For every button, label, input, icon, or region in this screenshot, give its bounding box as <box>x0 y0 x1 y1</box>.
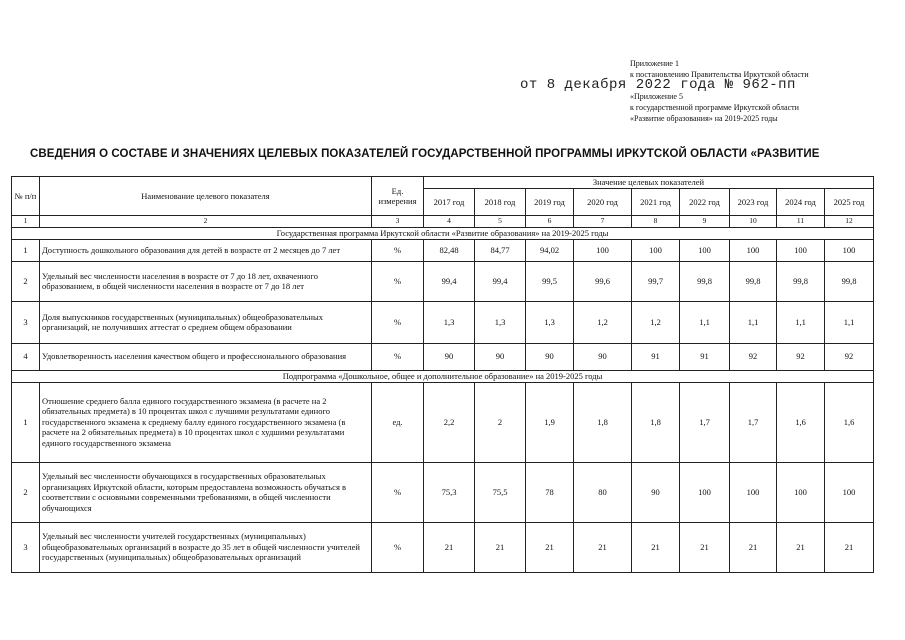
unit-cell: % <box>372 522 424 572</box>
value-cell: 99,5 <box>526 261 574 301</box>
table-row <box>12 522 874 572</box>
value-cell: 1,2 <box>632 301 680 343</box>
header-year: 2018 год <box>475 189 526 216</box>
row-number: 2 <box>12 261 40 301</box>
annex-line: к государственной программе Иркутской области <box>630 103 799 112</box>
value-cell: 1,8 <box>574 382 632 462</box>
header-year: 2024 год <box>777 189 825 216</box>
column-index: 5 <box>475 216 526 228</box>
column-index: 2 <box>40 216 372 228</box>
value-cell: 21 <box>730 522 777 572</box>
value-cell: 80 <box>574 462 632 522</box>
section-row <box>12 370 874 382</box>
value-cell: 21 <box>632 522 680 572</box>
value-cell: 100 <box>730 462 777 522</box>
header-year: 2025 год <box>825 189 874 216</box>
indicator-name: Удельный вес численности населения в возрасте от 7 до 18 лет, охваченного образованием, в общей численности населения в возрасте от 7 до 18 лет <box>40 261 372 301</box>
value-cell: 90 <box>424 343 475 370</box>
header-values: Значение целевых показателей <box>424 177 874 189</box>
value-cell: 92 <box>777 343 825 370</box>
value-cell: 1,9 <box>526 382 574 462</box>
value-cell: 99,8 <box>825 261 874 301</box>
value-cell: 1,3 <box>424 301 475 343</box>
indicator-name: Удельный вес численности учителей государственных (муниципальных) общеобразовательных организаций в возрасте до 35 лет в общей численности учителей государственных (муниципальных) общеобразовательных организаций <box>40 522 372 572</box>
section-title: Государственная программа Иркутской области «Развитие образования» на 2019-2025 годы <box>12 227 874 239</box>
value-cell: 82,48 <box>424 239 475 261</box>
table-row <box>12 382 874 462</box>
unit-cell: % <box>372 343 424 370</box>
row-number: 1 <box>12 239 40 261</box>
header-year: 2023 год <box>730 189 777 216</box>
value-cell: 92 <box>730 343 777 370</box>
indicators-table <box>11 176 874 573</box>
value-cell: 1,2 <box>574 301 632 343</box>
value-cell: 75,5 <box>475 462 526 522</box>
document-heading: СВЕДЕНИЯ О СОСТАВЕ И ЗНАЧЕНИЯХ ЦЕЛЕВЫХ ПОКАЗАТЕЛЕЙ ГОСУДАРСТВЕННОЙ ПРОГРАММЫ ИРКУТСКОЙ ОБЛАСТИ «РАЗВИТИЕ <box>30 148 820 160</box>
value-cell: 1,7 <box>730 382 777 462</box>
column-index: 4 <box>424 216 475 228</box>
value-cell: 99,7 <box>632 261 680 301</box>
header-name: Наименование целевого показателя <box>40 177 372 216</box>
value-cell: 21 <box>825 522 874 572</box>
row-number: 3 <box>12 301 40 343</box>
value-cell: 100 <box>574 239 632 261</box>
column-index: 9 <box>680 216 730 228</box>
column-index: 8 <box>632 216 680 228</box>
value-cell: 1,1 <box>777 301 825 343</box>
value-cell: 21 <box>680 522 730 572</box>
header-year: 2019 год <box>526 189 574 216</box>
value-cell: 1,7 <box>680 382 730 462</box>
annex-line: «Приложение 5 <box>630 92 683 101</box>
value-cell: 21 <box>777 522 825 572</box>
value-cell: 90 <box>632 462 680 522</box>
value-cell: 21 <box>574 522 632 572</box>
column-index: 7 <box>574 216 632 228</box>
value-cell: 100 <box>680 239 730 261</box>
value-cell: 1,1 <box>680 301 730 343</box>
value-cell: 100 <box>730 239 777 261</box>
row-number: 2 <box>12 462 40 522</box>
row-number: 4 <box>12 343 40 370</box>
annex-line: «Развитие образования» на 2019-2025 годы <box>630 114 778 123</box>
value-cell: 100 <box>777 462 825 522</box>
value-cell: 1,6 <box>825 382 874 462</box>
table-row <box>12 343 874 370</box>
indicator-name: Удовлетворенность населения качеством общего и профессионального образования <box>40 343 372 370</box>
value-cell: 75,3 <box>424 462 475 522</box>
section-row <box>12 227 874 239</box>
value-cell: 92 <box>825 343 874 370</box>
value-cell: 94,02 <box>526 239 574 261</box>
value-cell: 99,8 <box>777 261 825 301</box>
value-cell: 1,6 <box>777 382 825 462</box>
section-title: Подпрограмма «Дошкольное, общее и дополнительное образование» на 2019-2025 годы <box>12 370 874 382</box>
value-cell: 99,8 <box>680 261 730 301</box>
value-cell: 99,6 <box>574 261 632 301</box>
value-cell: 2 <box>475 382 526 462</box>
indicator-name: Доступность дошкольного образования для детей в возрасте от 2 месяцев до 7 лет <box>40 239 372 261</box>
unit-cell: ед. <box>372 382 424 462</box>
indicator-name: Отношение среднего балла единого государственного экзамена (в расчете на 2 обязательных предмета) в 10 процентах школ с лучшими результатами единого государственного экзамена к среднему баллу единого государственного экзамена (в расчете на 2 обязательных предмета) в 10 процентах школ с худшими результатами единого государственного экзамена <box>40 382 372 462</box>
annex-line: к постановлению Правительства Иркутской области <box>630 70 809 79</box>
value-cell: 100 <box>632 239 680 261</box>
row-number: 1 <box>12 382 40 462</box>
unit-cell: % <box>372 462 424 522</box>
value-cell: 99,8 <box>730 261 777 301</box>
value-cell: 99,4 <box>424 261 475 301</box>
table-row <box>12 462 874 522</box>
value-cell: 99,4 <box>475 261 526 301</box>
value-cell: 84,77 <box>475 239 526 261</box>
table-row <box>12 261 874 301</box>
value-cell: 100 <box>825 462 874 522</box>
header-year: 2022 год <box>680 189 730 216</box>
value-cell: 100 <box>825 239 874 261</box>
value-cell: 21 <box>475 522 526 572</box>
annex-line: Приложение 1 <box>630 59 679 68</box>
value-cell: 90 <box>526 343 574 370</box>
value-cell: 1,1 <box>730 301 777 343</box>
header-unit: Ед. измерения <box>372 177 424 216</box>
value-cell: 1,1 <box>825 301 874 343</box>
unit-cell: % <box>372 239 424 261</box>
value-cell: 100 <box>680 462 730 522</box>
header-num: № п/п <box>12 177 40 216</box>
column-index: 1 <box>12 216 40 228</box>
row-number: 3 <box>12 522 40 572</box>
table-row <box>12 301 874 343</box>
decree-stamp: от 8 декабря 2022 года № 962-пп <box>520 77 796 93</box>
value-cell: 100 <box>777 239 825 261</box>
header-year: 2020 год <box>574 189 632 216</box>
column-index: 6 <box>526 216 574 228</box>
value-cell: 1,3 <box>526 301 574 343</box>
value-cell: 1,8 <box>632 382 680 462</box>
indicator-name: Доля выпускников государственных (муниципальных) общеобразовательных организаций, не получивших аттестат о среднем общем образовании <box>40 301 372 343</box>
unit-cell: % <box>372 301 424 343</box>
value-cell: 1,3 <box>475 301 526 343</box>
value-cell: 90 <box>574 343 632 370</box>
column-index: 12 <box>825 216 874 228</box>
unit-cell: % <box>372 261 424 301</box>
indicator-name: Удельный вес численности обучающихся в государственных образовательных организациях Иркутской области, которым предоставлена возможность обучаться в соответствии с основными современными требованиями, в общей численности обучающихся <box>40 462 372 522</box>
value-cell: 21 <box>424 522 475 572</box>
value-cell: 2,2 <box>424 382 475 462</box>
column-index: 11 <box>777 216 825 228</box>
header-year: 2021 год <box>632 189 680 216</box>
value-cell: 90 <box>475 343 526 370</box>
column-index: 10 <box>730 216 777 228</box>
column-index: 3 <box>372 216 424 228</box>
header-year: 2017 год <box>424 189 475 216</box>
value-cell: 21 <box>526 522 574 572</box>
value-cell: 91 <box>680 343 730 370</box>
table-row <box>12 239 874 261</box>
value-cell: 91 <box>632 343 680 370</box>
value-cell: 78 <box>526 462 574 522</box>
